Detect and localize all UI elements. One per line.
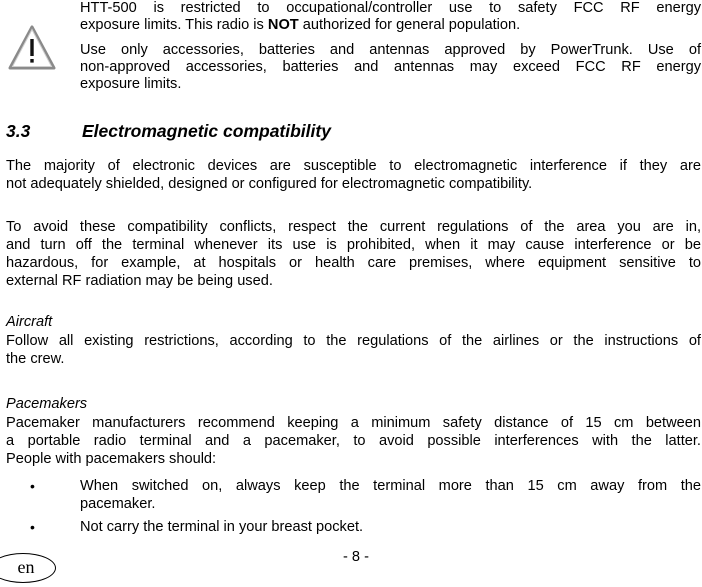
- pacemakers-line1: Pacemaker manufacturers recommend keeping a minimum safety distance of 15 cm between: [6, 415, 701, 431]
- intro-line2: not adequately shielded, designed or configured for electromagnetic compatibility.: [6, 176, 533, 192]
- warning-para2-line2: non-approved accessories, batteries and antennas may exceed FCC RF energy: [80, 59, 701, 75]
- aircraft-line1: Follow all existing restrictions, according to the regulations of the airlines or the instructions of: [6, 333, 701, 349]
- avoid-line1: To avoid these compatibility conflicts, respect the current regulations of the area you are in,: [6, 219, 701, 235]
- pacemakers-line3: People with pacemakers should:: [6, 451, 217, 467]
- warning-para1-line2-end: authorized for general population.: [298, 17, 521, 33]
- aircraft-title: Aircraft: [6, 314, 53, 330]
- warning-para2-line3: exposure limits.: [80, 76, 182, 92]
- bullet-1-line2: pacemaker.: [80, 496, 156, 512]
- avoid-line4: external RF radiation may be being used.: [6, 273, 273, 289]
- warning-para1-line2-start: exposure limits. This radio is: [80, 17, 268, 33]
- bullet-marker: •: [30, 519, 35, 535]
- aircraft-line2: the crew.: [6, 351, 65, 367]
- language-badge: en: [0, 553, 56, 583]
- bullet-2-line1: Not carry the terminal in your breast pocket.: [80, 519, 364, 535]
- warning-para1-line2: [80, 17, 701, 34]
- section-title: Electromagnetic compatibility: [82, 121, 331, 141]
- avoid-line2: and turn off the terminal whenever its use is prohibited, when it may cause interference or be: [6, 237, 701, 253]
- warning-not-emphasis: NOT: [267, 17, 299, 33]
- pacemakers-line2: a portable radio terminal and a pacemaker, to avoid possible interferences with the latter.: [6, 433, 701, 449]
- intro-line1: The majority of electronic devices are susceptible to electromagnetic interference if they are: [6, 158, 701, 174]
- pacemakers-title: Pacemakers: [6, 396, 88, 412]
- section-heading: [6, 121, 331, 141]
- warning-para2-line1: Use only accessories, batteries and antennas approved by PowerTrunk. Use of: [80, 42, 701, 58]
- warning-para1-line1: HTT-500 is restricted to occupational/controller use to safety FCC RF energy: [80, 0, 701, 16]
- warning-triangle-icon: [6, 22, 58, 74]
- bullet-marker: •: [30, 478, 35, 494]
- page-number: - 8 -: [343, 549, 369, 565]
- avoid-line3: hazardous, for example, at hospitals or health care premises, where equipment sensitive to: [6, 255, 701, 271]
- section-number: 3.3: [6, 121, 31, 141]
- bullet-1-line1: When switched on, always keep the terminal more than 15 cm away from the: [80, 478, 701, 494]
